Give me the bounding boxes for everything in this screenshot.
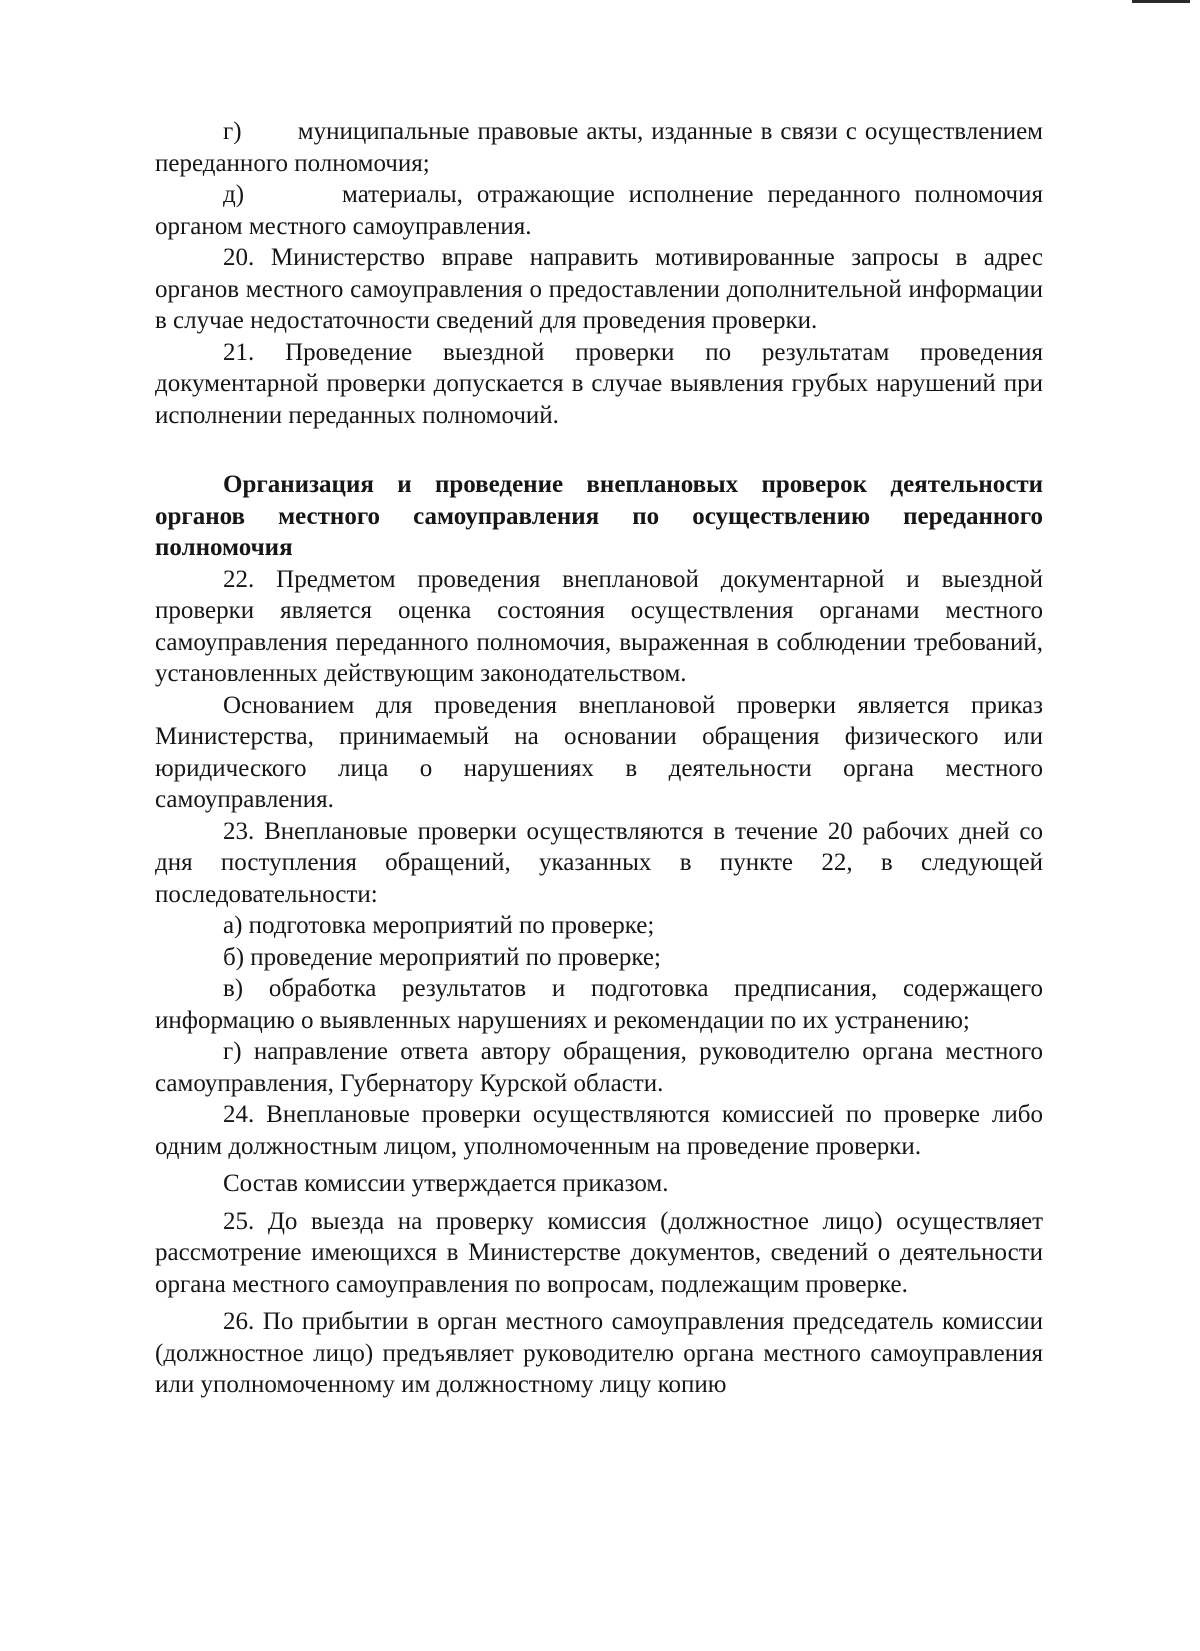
item-g-municipal-acts: г) муниципальные правовые акты, изданные в связи с осуществлением переданного полномочия;: [155, 118, 1043, 177]
paragraph-24: 24. Внеплановые проверки осуществляются комиссией по проверке либо одним должностным лицом, уполномоченным на проведение проверки.: [155, 1101, 1043, 1160]
paragraph-23: 23. Внеплановые проверки осуществляются в течение 20 рабочих дней со дня поступления обращений, указанных в пункте 22, в следующей последовательности:: [155, 817, 1043, 908]
item-23-a: а) подготовка мероприятий по проверке;: [223, 912, 655, 939]
item-23-g: г) направление ответа автору обращения, руководителю органа местного самоуправления, Губернатору Курской области.: [155, 1038, 1043, 1097]
paragraph-21: 21. Проведение выездной проверки по результатам проведения документарной проверки допускается в случае выявления грубых нарушений при исполнении переданных полномочий.: [155, 338, 1043, 429]
item-d-materials: д) материалы, отражающие исполнение переданного полномочия органом местного самоуправления.: [155, 181, 1043, 240]
paragraph-25: 25. До выезда на проверку комиссия (должностное лицо) осуществляет рассмотрение имеющихся в Министерстве документов, сведений о деятельности органа местного самоуправления по вопросам, подлежащим проверке.: [155, 1207, 1043, 1298]
paragraph-26: 26. По прибытии в орган местного самоуправления председатель комиссии (должностное лицо) предъявляет руководителю органа местного самоуправления или уполномоченному им должностному лицу копию: [155, 1308, 1043, 1398]
document-body: [155, 116, 1043, 1401]
paragraph-22-basis: Основанием для проведения внеплановой проверки является приказ Министерства, принимаемый на основании обращения физического или юридического лица о нарушениях в деятельности органа местного самоуправления.: [155, 691, 1043, 813]
paragraph-24-commission: Состав комиссии утверждается приказом.: [223, 1170, 669, 1197]
section-heading: Организация и проведение внеплановых проверок деятельности органов местного самоуправления по осуществлению переданного полномочия: [155, 471, 1043, 561]
item-23-b: б) проведение мероприятий по проверке;: [223, 943, 661, 971]
scan-edge-mark: [1132, 0, 1190, 3]
paragraph-20: 20. Министерство вправе направить мотивированные запросы в адрес органов местного самоуправления о предоставлении дополнительной информации в случае недостаточности сведений для проведения проверки.: [155, 244, 1043, 334]
paragraph-22: 22. Предметом проведения внеплановой документарной и выездной проверки является оценка состояния осуществления органами местного самоуправления переданного полномочия, выраженная в соблюдении требований, установленных действующим законодательством.: [155, 565, 1043, 687]
item-23-v: в) обработка результатов и подготовка предписания, содержащего информацию о выявленных нарушениях и рекомендации по их устранению;: [155, 975, 1043, 1034]
